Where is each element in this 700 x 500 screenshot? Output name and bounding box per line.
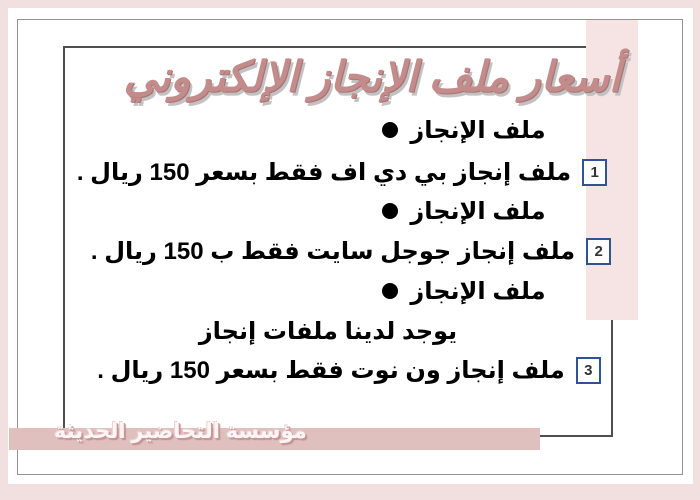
list-item-text: ملف الإنجاز xyxy=(410,116,546,144)
list-item xyxy=(189,112,700,148)
list-item xyxy=(53,313,603,349)
watermark: مؤسسة التحاضير الحديثة xyxy=(54,420,307,443)
list-item-text: يوجد لدينا ملفات إنجاز xyxy=(198,317,458,345)
list-item xyxy=(74,352,624,388)
list-item xyxy=(189,273,700,309)
bullet-icon xyxy=(382,122,398,138)
list-item xyxy=(189,193,700,229)
number-box: 2 xyxy=(586,238,611,265)
number-box: 1 xyxy=(582,159,607,186)
list-item-text: ملف إنجاز جوجل سايت فقط ب 150 ريال . xyxy=(90,237,576,265)
list-item-text: ملف الإنجاز xyxy=(410,197,546,225)
bullet-icon xyxy=(382,283,398,299)
list-item xyxy=(67,154,617,190)
number-box: 3 xyxy=(576,357,601,384)
list-item xyxy=(76,233,626,269)
list-item-text: ملف إنجاز بي دي اف فقط بسعر 150 ريال . xyxy=(76,158,572,186)
page-title: أسعار ملف الإنجاز الإلكتروني xyxy=(123,53,621,100)
bullet-icon xyxy=(382,203,398,219)
list-item-text: ملف الإنجاز xyxy=(410,277,546,305)
list-item-text: ملف إنجاز ون نوت فقط بسعر 150 ريال . xyxy=(97,356,565,384)
